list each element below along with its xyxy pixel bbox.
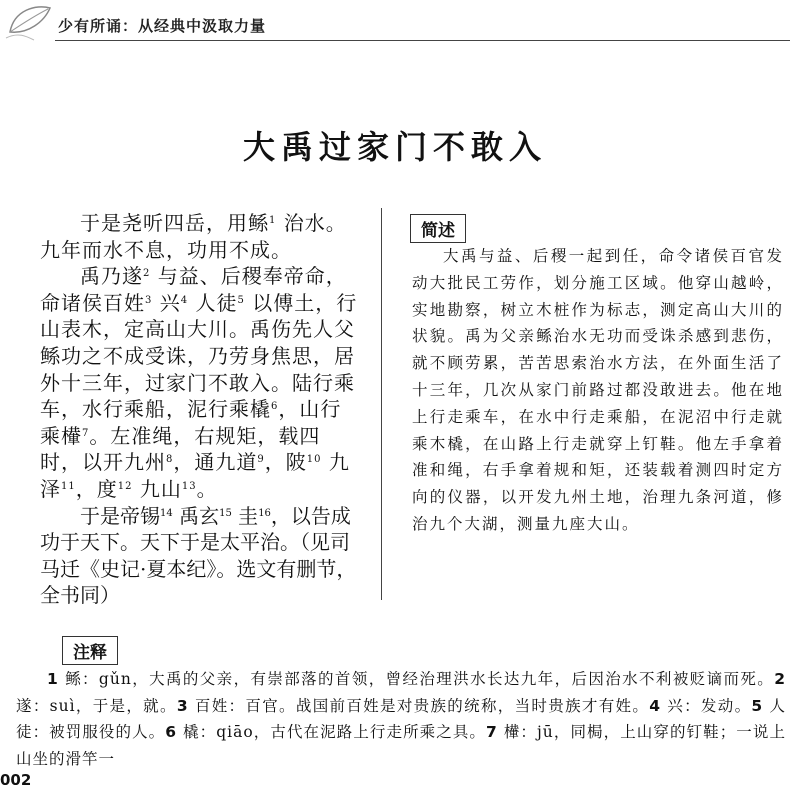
summary-label-box — [410, 214, 466, 243]
notes-paragraph — [16, 666, 786, 772]
summary-label: 简述 — [410, 214, 466, 243]
footnote-ref[interactable]: 13 — [181, 480, 197, 492]
series-title: 少有所诵：从经典中汲取力量 — [58, 17, 267, 35]
footnote-ref[interactable]: 2 — [143, 268, 151, 280]
note-text: 橇：qiāo，古代在泥路上行走所乘之具。 — [183, 723, 486, 742]
page-title: 大禹过家门不敢入 — [242, 128, 547, 166]
footnote-ref[interactable]: 7 — [82, 427, 90, 439]
note-number: 3 — [176, 696, 189, 715]
footnote-ref[interactable]: 5 — [237, 294, 245, 306]
note-number: 7 — [486, 723, 498, 742]
original-paragraph-2: 禹乃遂$^2$ 与益、后稷奉帝命，命诸侯百姓$^3$ 兴$^4$ 人徒$^5$ 以傅土，行山表木，定高山大川。禹伤先人父鲧功之不成受诛，乃劳身焦思，居外十三年，过家门不敢入。陆行乘车，水行乘船，泥行乘橇$^6$，山行乘檋$^7$。左准绳，右规矩，载四时，以开九州$^8$，通九道$^9$，陂$^{10}$ 九泽$^{11}$，度$^{12}$ 九山$^{13}$。 — [40, 264, 358, 501]
running-header — [0, 0, 790, 44]
footnote-ref[interactable]: 14 — [160, 507, 173, 519]
note-text: 檋：jū，同梮，上山穿的钉鞋；一说上山坐的滑竿一 — [16, 723, 786, 768]
page-number: 002 — [0, 771, 32, 789]
summary-text: 大禹与益、后稷一起到任，命令诸侯百官发动大批民工劳作，划分施工区域。他穿山越岭，实地勘察，树立木桩作为标志，测定高山大川的状貌。禹为父亲鲧治水无功而受诛杀感到悲伤，就不顾劳累，苦苦思索治水方法，在外面生活了十三年，几次从家门前路过都没敢进去。他在地上行走乘车，在水中行走乘船，在泥沼中行走就乘木橇，在山路上行走就穿上钉鞋。他左手拿着准和绳，右手拿着规和矩，还装载着测四时定方向的仪器，以开发九州土地，治理九条河道，修治九个大湖，测量九座大山。 — [412, 247, 784, 533]
note-text: 百姓：百官。战国前百姓是对贵族的统称，当时贵族才有姓。 — [194, 696, 650, 715]
original-paragraph-3: 于是帝锡$^{14}$ 禹玄$^{15}$ 圭$^{16}$，以告成功于天下。天下于是太平治。（见司马迁《史记·夏本纪》。选文有删节，全书同） — [40, 503, 357, 608]
note-text: 人徒：被罚服役的人。 — [16, 696, 786, 742]
note-text: 鲧：gǔn，大禹的父亲，有崇部落的首领，曾经治理洪水长达九年，后因治水不利被贬谪而死。 — [65, 670, 775, 688]
note-number: 4 — [649, 696, 662, 715]
note-number: 6 — [165, 723, 178, 742]
notes-label: 注释 — [62, 636, 118, 665]
notes-label-box — [62, 636, 118, 665]
footnote-ref[interactable]: 4 — [180, 294, 189, 306]
note-number: 5 — [751, 696, 764, 715]
footnote-ref[interactable]: 3 — [145, 294, 153, 306]
footnote-ref[interactable]: 10 — [306, 454, 322, 466]
footnote-ref[interactable]: 15 — [219, 507, 232, 519]
footnote-ref[interactable]: 8 — [166, 454, 174, 466]
summary-column — [412, 243, 784, 538]
notes-section — [16, 666, 786, 772]
header-divider — [55, 40, 790, 41]
original-text-column — [40, 210, 360, 609]
footnote-ref[interactable]: 11 — [61, 480, 76, 492]
note-text: 兴：发动。 — [667, 696, 752, 715]
footnote-ref[interactable]: 6 — [271, 401, 279, 413]
note-number: 2 — [774, 670, 786, 688]
leaf-logo-icon — [4, 2, 54, 42]
note-number: 1 — [47, 670, 59, 688]
note-text: 遂：suì，于是，就。 — [16, 696, 177, 715]
original-paragraph-1: 于是尧听四岳，用鲧$^1$ 治水。九年而水不息，功用不成。 — [40, 211, 347, 262]
footnote-ref[interactable]: 9 — [257, 454, 265, 466]
column-divider — [381, 208, 382, 600]
footnote-ref[interactable]: 12 — [117, 480, 133, 492]
footnote-ref[interactable]: 16 — [258, 507, 271, 519]
footnote-ref[interactable]: 1 — [269, 215, 277, 226]
